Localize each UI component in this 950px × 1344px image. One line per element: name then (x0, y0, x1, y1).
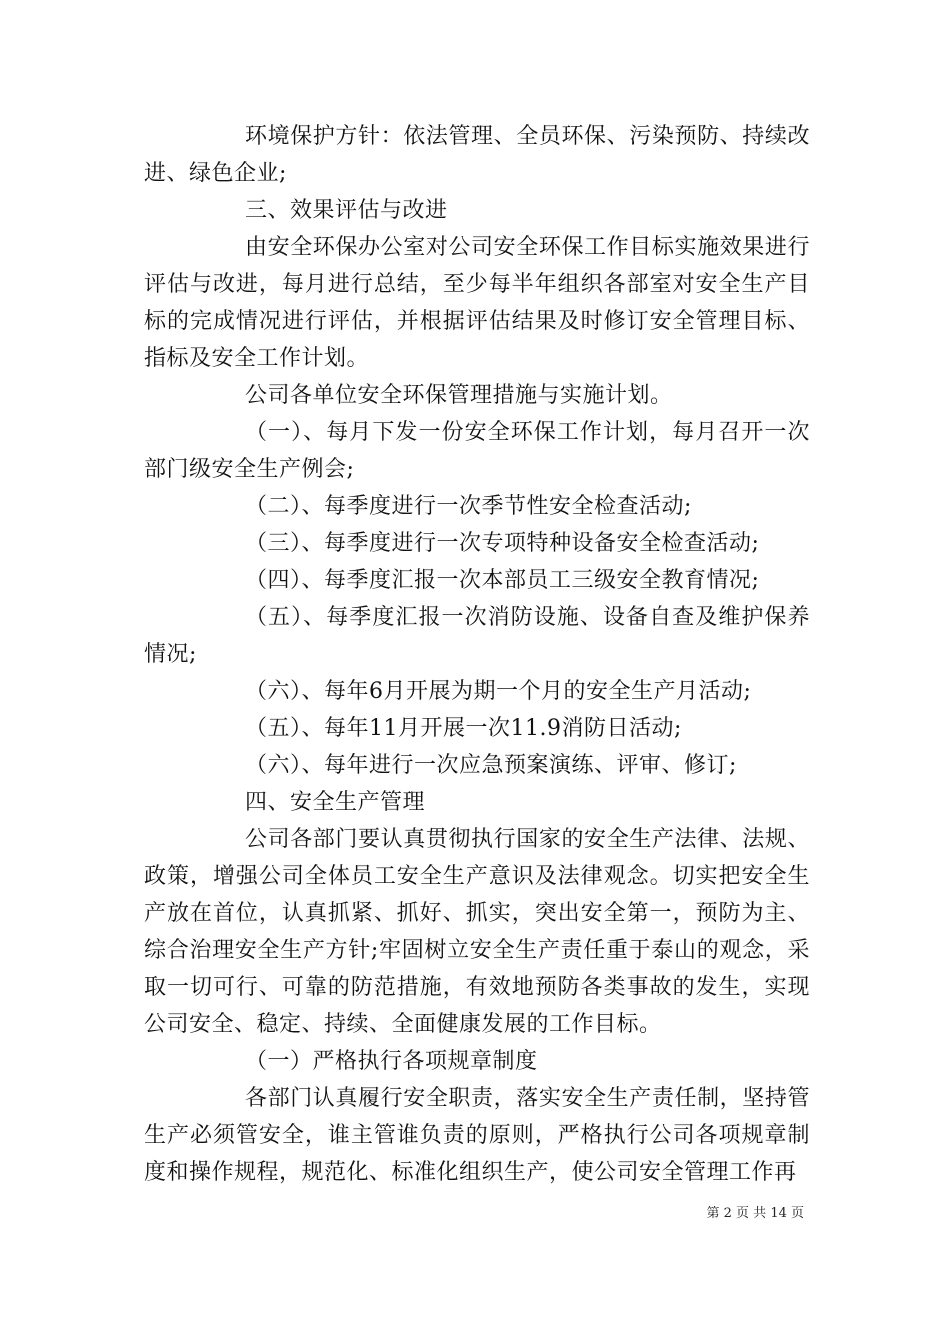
subsection-heading-rules: （一）严格执行各项规章制度 (245, 1049, 538, 1074)
list-item-measure: （二）、每季度进行一次季节性安全检查活动; (245, 494, 692, 519)
paragraph-env-policy: 环境保护方针：依法管理、全员环保、污染预防、持续改进、绿色企业; (144, 124, 810, 186)
page-number-footer: 第 2 页 共 14 页 (706, 1206, 804, 1221)
section-heading-safety-management: 四、安全生产管理 (245, 790, 426, 815)
list-item-measure: （五）、每季度汇报一次消防设施、设备自查及维护保养情况; (144, 605, 810, 667)
paragraph-safety-management: 公司各部门要认真贯彻执行国家的安全生产法律、法规、政策，增强公司全体员工安全生产意识及法律观念。切实把安全生产放在首位，认真抓紧、抓好、抓实，突出安全第一，预防为主、综合治理安全生产方针;牢固树立安全生产责任重于泰山的观念，采取一切可行、可靠的防范措施，有效地预防各类事故的发生，实现公司安全、稳定、持续、全面健康发展的工作目标。 (144, 827, 810, 1037)
list-item-measure: （三）、每季度进行一次专项特种设备安全检查活动; (245, 531, 760, 556)
paragraph-rules: 各部门认真履行安全职责，落实安全生产责任制，坚持管生产必须管安全，谁主管谁负责的原则，严格执行公司各项规章制度和操作规程，规范化、标准化组织生产，使公司安全管理工作再 (144, 1086, 810, 1185)
list-item-measure: （五）、每年11月开展一次11.9消防日活动; (245, 716, 682, 741)
list-item-measure: （四）、每季度汇报一次本部员工三级安全教育情况; (245, 568, 760, 593)
document-body (144, 118, 810, 1191)
paragraph-measures-intro: 公司各单位安全环保管理措施与实施计划。 (245, 383, 673, 408)
paragraph-evaluation: 由安全环保办公室对公司安全环保工作目标实施效果进行评估与改进，每月进行总结，至少每半年组织各部室对安全生产目标的完成情况进行评估，并根据评估结果及时修订安全管理目标、指标及安全工作计划。 (144, 235, 810, 371)
list-item-measure: （一）、每月下发一份安全环保工作计划，每月召开一次部门级安全生产例会; (144, 420, 810, 482)
section-heading-evaluation: 三、效果评估与改进 (245, 198, 448, 223)
list-item-measure: （六）、每年6月开展为期一个月的安全生产月活动; (245, 679, 752, 704)
list-item-measure: （六）、每年进行一次应急预案演练、评审、修订; (245, 753, 737, 778)
